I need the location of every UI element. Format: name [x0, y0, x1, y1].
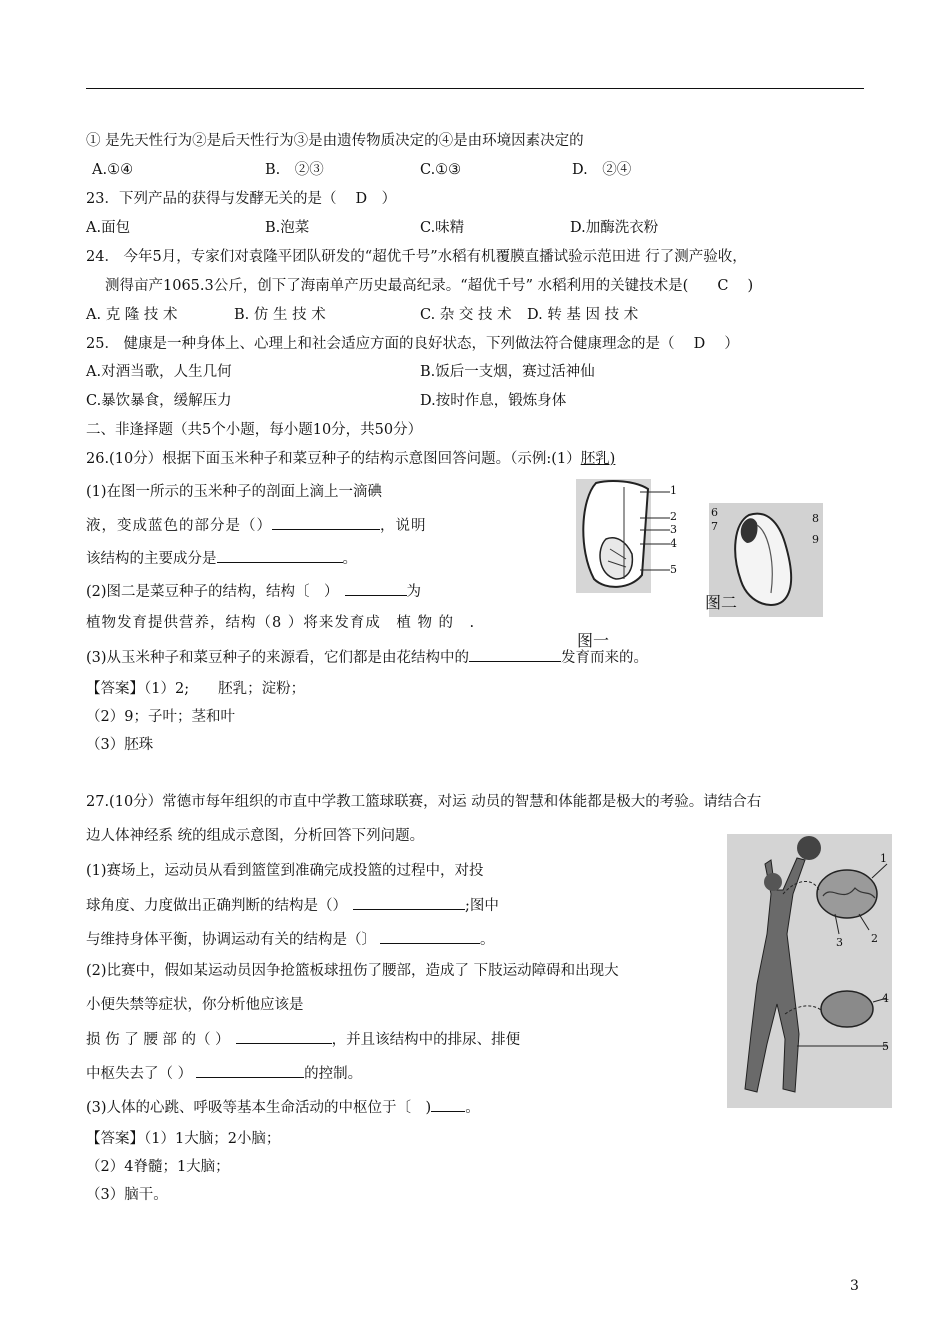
nervous-label-2: 2	[871, 932, 878, 945]
q27-part2-text2: ，并且该结构中的排尿、排便	[331, 1032, 521, 1048]
answer-blank	[217, 547, 343, 563]
q27-part2-line3	[86, 1028, 520, 1050]
q27-part2-line1: (2)比赛中，假如某运动员因争抢篮板球扭伤了腰部，造成了 下肢运动障碍和出现大	[86, 963, 619, 979]
q26-example: 胚乳)	[580, 451, 616, 467]
figure1-caption: 图一	[577, 631, 610, 650]
q26-part1-line2	[86, 514, 427, 536]
q23-option-a: A.面包	[86, 220, 131, 236]
q25-option-b: B.饭后一支烟，赛过活神仙	[420, 364, 595, 380]
section-heading: 二、非逢择题（共5个小题，每小题10分，共50分）	[86, 422, 423, 438]
page-number: 3	[850, 1278, 859, 1294]
q24-question-line2: 测得亩产1065.3公斤，创下了海南单产历史最高纪录。“超优千号” 水稻利用的关键技术是( C )	[105, 278, 754, 294]
q26-part1-text2: ，说明	[380, 518, 427, 534]
q27-part1-text4: 。	[480, 932, 495, 948]
q23-option-b: B.泡菜	[265, 220, 310, 236]
bean-label-6: 6	[711, 506, 718, 519]
answer-blank	[353, 894, 465, 910]
q27-part1-line2	[86, 894, 499, 916]
q27-heading-line1: 27.(10分）常德市每年组织的市直中学教工篮球联赛，对运 动员的智慧和体能都是极大的考验。请结合右	[86, 794, 762, 810]
q27-part1-text: 球角度、力度做出正确判断的结构是（）	[86, 898, 347, 914]
answer-blank	[272, 514, 380, 530]
q26-answer-1: 【答案】（1）2; 胚乳；淀粉；	[86, 681, 306, 697]
q26-part1-line1: (1)在图一所示的玉米种子的剖面上滴上一滴碘	[86, 484, 383, 500]
answer-blank	[345, 580, 407, 596]
nervous-label-1: 1	[880, 852, 887, 865]
nervous-label-3: 3	[836, 936, 843, 949]
q23-option-d: D.加酶洗衣粉	[570, 220, 659, 236]
q27-part1-line1: (1)赛场上，运动员从看到篮筐到准确完成投篮的过程中，对投	[86, 863, 484, 879]
q27-heading-line2: 边人体神经系 统的组成示意图，分析回答下列问题。	[86, 828, 425, 844]
q27-part2-text3: 中枢失去了（ ）	[86, 1066, 193, 1082]
q26-answer-2: （2）9；子叶；茎和叶	[86, 709, 235, 725]
corn-label-4: 4	[670, 537, 677, 550]
q22-statement: ① 是先天性行为②是后天性行为③是由遗传物质决定的④是由环境因素决定的	[86, 133, 584, 149]
corn-label-1: 1	[670, 484, 677, 497]
q27-part3-text2: 。	[465, 1100, 480, 1116]
bean-label-8: 8	[812, 512, 819, 525]
q27-part2-line4	[86, 1062, 362, 1084]
q26-part1-text3: 该结构的主要成分是	[86, 551, 217, 567]
q27-part1-text2: ;图中	[465, 898, 499, 914]
q27-answer-2: （2）4脊髓；1大脑；	[86, 1159, 230, 1175]
q24-option-d: D. 转 基 因 技 术	[527, 307, 639, 323]
q23-option-c: C.味精	[420, 220, 465, 236]
bean-label-7: 7	[711, 520, 718, 533]
q22-option-b: B. ②③	[265, 162, 324, 178]
q25-question: 25． 健康是一种身体上、心理上和社会适应方面的良好状态，下列做法符合健康理念的是（ D ）	[86, 336, 739, 352]
q26-part2-text2: 为	[406, 584, 422, 600]
q24-question-line1: 24． 今年5月，专家们对袁隆平团队研发的“超优千号”水稻有机覆膜直播试验示范田进 行了测产验收，	[86, 249, 747, 265]
q26-heading	[86, 449, 615, 469]
q26-part1-line3	[86, 547, 357, 569]
answer-blank	[236, 1028, 332, 1044]
q26-part3-text2: 发育而来的。	[561, 650, 649, 666]
q26-heading-text: 26.(10分）根据下面玉米种子和菜豆种子的结构示意图回答问题。（示例:(1）	[86, 451, 581, 467]
q27-part2-text4: 的控制。	[304, 1066, 363, 1082]
q22-option-a: A.①④	[92, 162, 134, 178]
nervous-label-4: 4	[882, 992, 889, 1005]
answer-blank	[380, 928, 480, 944]
q26-part3-text: (3)从玉米种子和菜豆种子的来源看，它们都是由花结构中的	[86, 650, 470, 666]
corn-label-2: 2	[670, 510, 677, 523]
header-rule	[86, 88, 864, 89]
answer-blank	[469, 646, 561, 662]
q24-option-a: A. 克 隆 技 术	[86, 307, 178, 323]
q23-question: 23．下列产品的获得与发酵无关的是（ D ）	[86, 191, 397, 207]
q24-option-c: C. 杂 交 技 术	[420, 307, 512, 323]
q27-part3-text: (3)人体的心跳、呼吸等基本生命活动的中枢位于〔 )	[86, 1100, 432, 1116]
q27-part2-line2: 小便失禁等症状，你分析他应该是	[86, 997, 304, 1013]
q22-option-d: D. ②④	[572, 162, 632, 178]
figure2-caption: 图二	[705, 593, 738, 612]
q26-part2-line2: 植物发育提供营养，结构（8 ）将来发育成 植 物 的 .	[86, 615, 476, 631]
q27-answer-1: 【答案】（1）1大脑；2小脑；	[86, 1131, 281, 1147]
q26-part3	[86, 646, 648, 668]
q25-option-a: A.对酒当歌，人生几何	[86, 364, 232, 380]
q25-option-d: D.按时作息，锻炼身体	[420, 393, 567, 409]
q25-option-c: C.暴饮暴食，缓解压力	[86, 393, 232, 409]
q24-option-b: B. 仿 生 技 术	[234, 307, 326, 323]
q27-answer-3: （3）脑干。	[86, 1187, 168, 1203]
q26-part1-text4: 。	[342, 551, 357, 567]
q26-answer-3: （3）胚珠	[86, 737, 154, 753]
q27-part1-text3: 与维持身体平衡，协调运动有关的结构是（〕	[86, 932, 376, 948]
bean-label-9: 9	[812, 533, 819, 546]
q27-part2-text: 损 伤 了 腰 部 的（ ）	[86, 1032, 230, 1048]
q26-part2-line1	[86, 580, 421, 602]
q26-part1-text: 液，变成蓝色的部分是（）	[86, 518, 272, 534]
corn-label-3: 3	[670, 523, 677, 536]
q26-part2-text: (2)图二是菜豆种子的结构，结构〔 ）	[86, 584, 339, 600]
corn-label-5: 5	[670, 563, 677, 576]
q22-option-c: C.①③	[420, 162, 462, 178]
q27-part3	[86, 1096, 480, 1118]
answer-blank	[196, 1062, 304, 1078]
q27-part1-line3	[86, 928, 495, 950]
nervous-label-5: 5	[882, 1040, 889, 1053]
nervous-system-figure	[727, 834, 892, 1108]
answer-blank	[431, 1096, 465, 1112]
